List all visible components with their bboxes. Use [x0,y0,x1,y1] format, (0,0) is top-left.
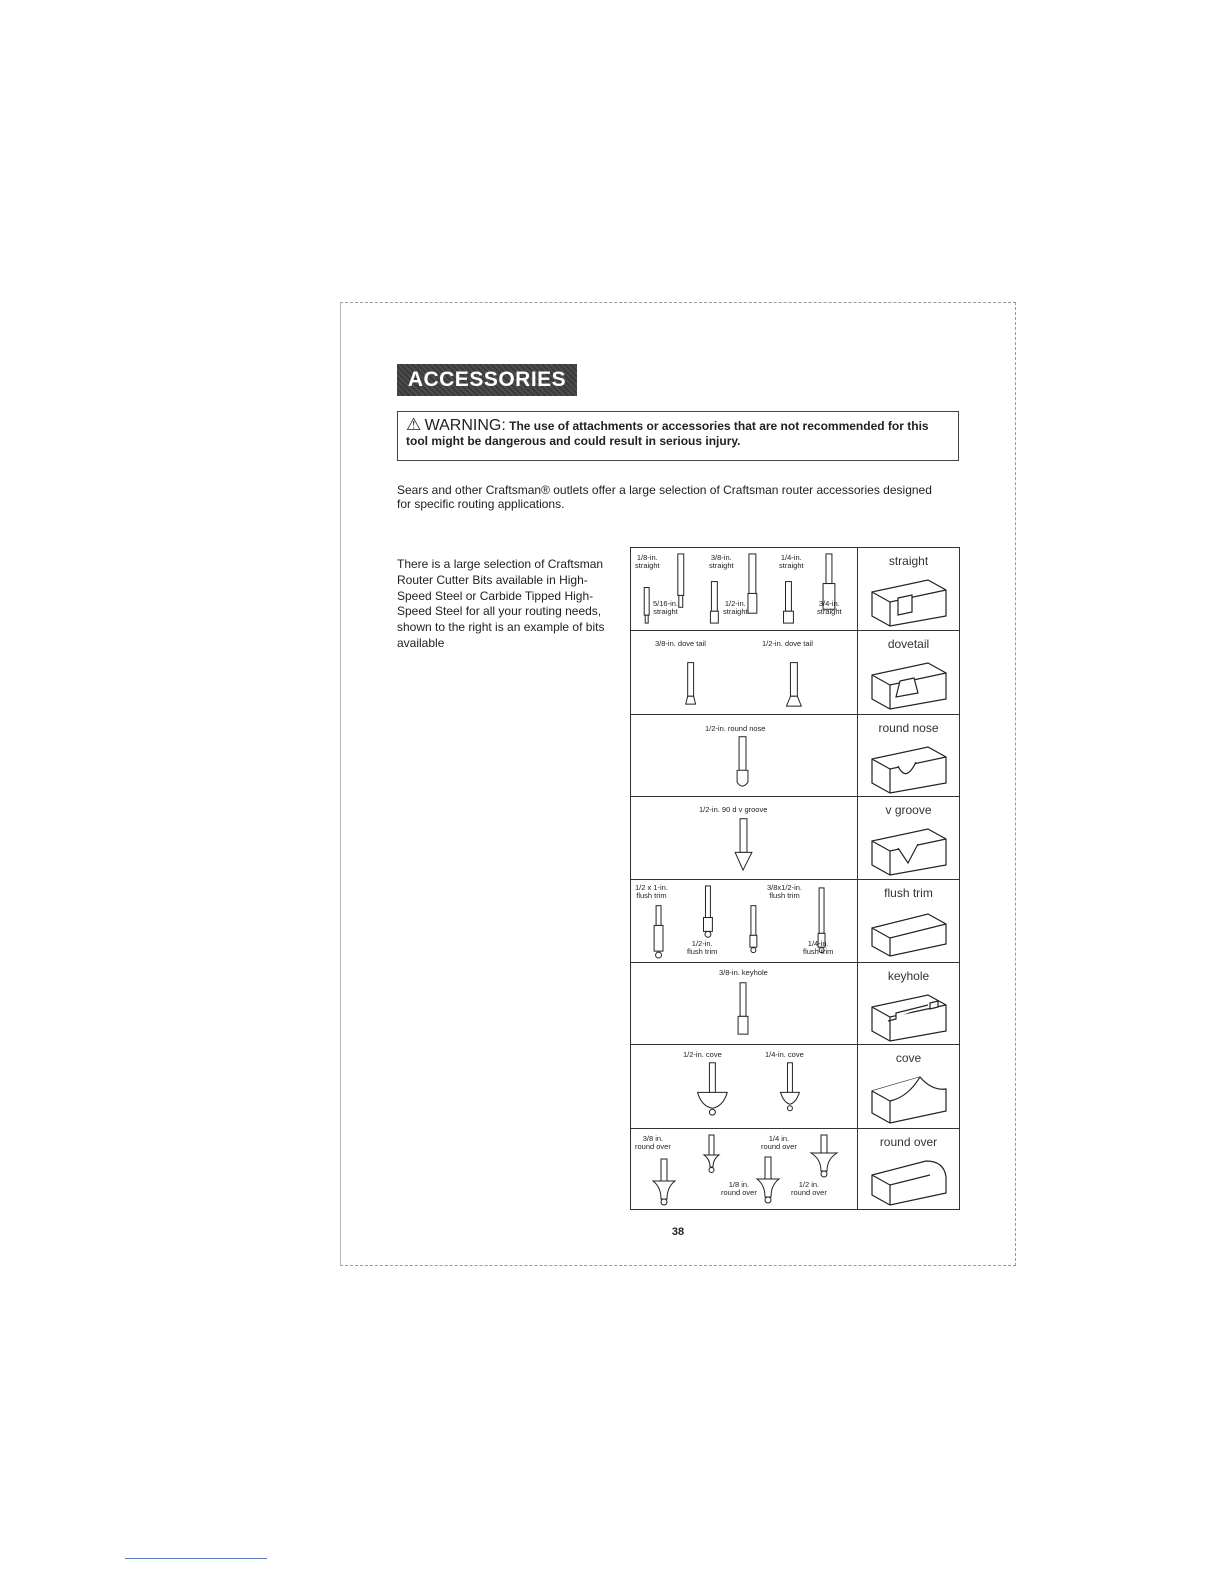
round-over-profile-icon [868,1153,950,1209]
profile-cell [858,548,959,630]
profile-cell [858,880,959,962]
bit-label: 1/2-in. flush trim [687,939,718,956]
bit-label: 1/2-in. round nose [705,724,766,733]
profile-cell [858,797,959,879]
router-bit-table [630,547,960,1210]
bit-cell [631,797,858,879]
bit-label: 3/8x1/2-in. flush trim [767,883,803,900]
table-row [631,548,959,631]
bit-label: 1/2-in. dove tail [762,639,813,648]
profile-label: round over [879,1135,938,1149]
bit-cell [631,880,858,962]
bit-label: 5/16-in. straight [653,599,679,616]
cove-bits-illustration [631,1045,858,1128]
bit-label: 1/4-in. straight [779,553,804,570]
bit-label: 1/2 x 1-in. flush trim [635,883,668,900]
profile-label: straight [888,554,929,568]
bit-label: 1/2-in. cove [683,1050,722,1059]
profile-cell [858,631,959,714]
profile-label: cove [895,1051,922,1065]
straight-bits-illustration [631,548,858,630]
bit-label: 3/4-in. straight [817,599,842,616]
bit-cell [631,1045,858,1128]
page-number: 38 [671,1226,685,1238]
bit-label: 3/8 in. round over [635,1134,671,1151]
round-nose-profile-icon [868,739,950,795]
bit-cell [631,715,858,796]
bit-cell [631,963,858,1044]
profile-cell [858,1045,959,1128]
bit-label: 1/4-in. flush trim [803,939,834,956]
keyhole-profile-icon [868,987,950,1043]
table-row [631,797,959,880]
bit-cell [631,548,858,630]
profile-cell [858,1129,959,1209]
table-row [631,1129,959,1209]
bit-cell [631,1129,858,1209]
flush-trim-profile-icon [868,904,950,960]
table-row [631,715,959,797]
bit-label: 1/2-in. straight [723,599,748,616]
table-row [631,963,959,1045]
cove-profile-icon [868,1069,950,1125]
bit-label: 1/8-in. straight [635,553,660,570]
table-row [631,880,959,963]
section-title: ACCESSORIES [397,364,577,396]
profile-cell [858,715,959,796]
warning-label: WARNING: [424,417,506,434]
profile-cell [858,963,959,1044]
warning-box [397,411,959,461]
dovetail-profile-icon [868,655,950,711]
profile-label: round nose [878,721,939,735]
description-paragraph: There is a large selection of Craftsman Router Cutter Bits available in High-Speed Steel or Carbide Tipped High-Speed Steel for all your routing needs, shown to the right is an example of bits available [397,557,605,650]
bit-label: 1/8 in. round over [721,1180,757,1197]
bit-label: 1/2-in. 90 d v groove [699,805,768,814]
bit-label: 1/4 in. round over [761,1134,797,1151]
intro-paragraph: Sears and other Craftsman® outlets offer a large selection of Craftsman router accessories designed for specific routing applications. [397,483,932,511]
bit-label: 3/8-in. dove tail [655,639,706,648]
v-groove-profile-icon [868,821,950,877]
bit-label: 1/4-in. cove [765,1050,804,1059]
table-row [631,631,959,715]
table-row [631,1045,959,1129]
warning-text: The use of attachments or accessories that are not recommended for this tool might be dangerous and could result in serious injury. [406,419,929,448]
footer-rule [125,1558,267,1559]
bit-label: 1/2 in. round over [791,1180,827,1197]
profile-label: keyhole [887,969,930,983]
profile-label: dovetail [887,637,930,651]
bit-label: 3/8-in. straight [709,553,734,570]
profile-label: flush trim [884,886,933,900]
bit-label: 3/8-in. keyhole [719,968,768,977]
straight-profile-icon [868,572,950,628]
bit-cell [631,631,858,714]
profile-label: v groove [885,803,932,817]
warning-triangle-icon: ⚠ [406,415,422,434]
